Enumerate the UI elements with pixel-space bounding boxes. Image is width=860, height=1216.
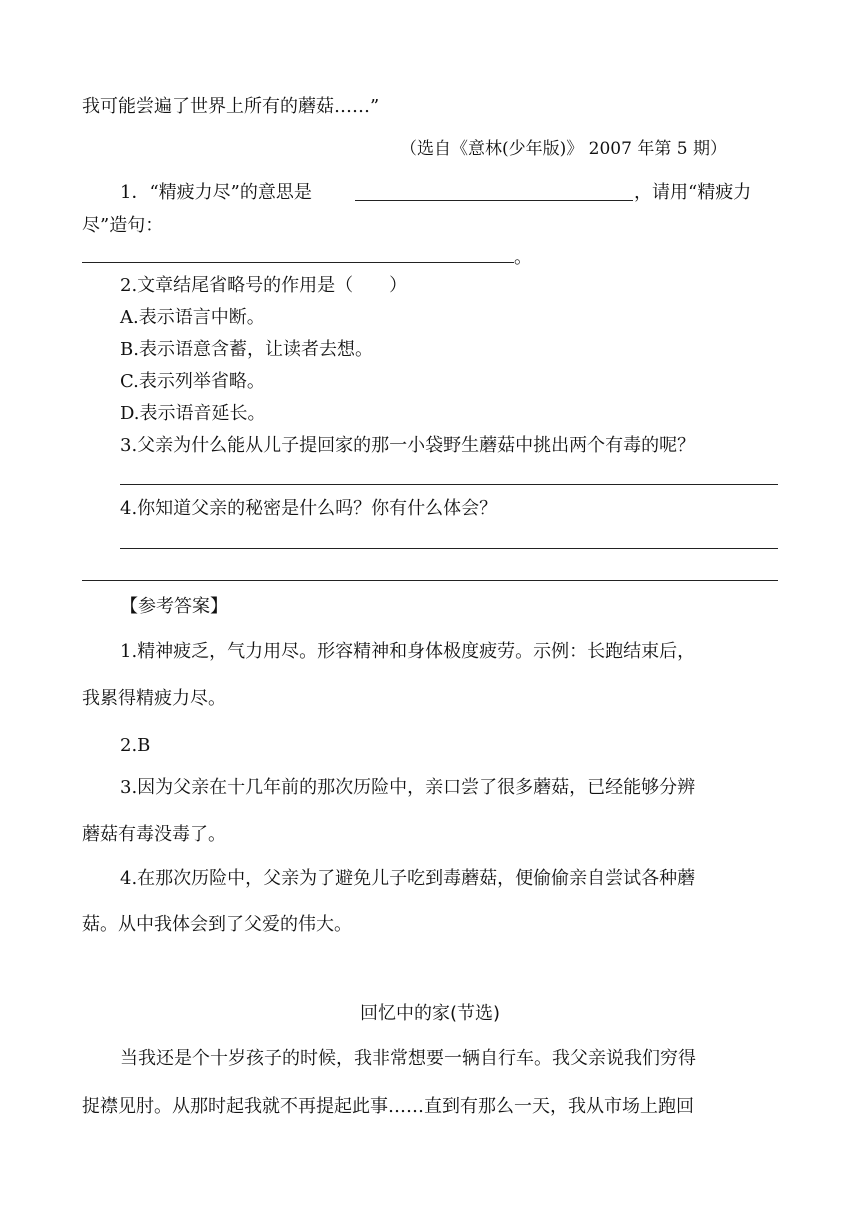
answer-1-line-2: 我累得精疲力尽。 [82,688,226,709]
question-2-option-d: D.表示语音延长。 [120,403,266,424]
passage-ending: 我可能尝遍了世界上所有的蘑菇……” [82,96,380,117]
question-2-option-b: B.表示语意含蓄，让读者去想。 [120,339,373,360]
answer-key-heading: 【参考答案】 [120,596,228,617]
answer-3-line-1: 3.因为父亲在十几年前的那次历险中，亲口尝了很多蘑菇，已经能够分辨 [120,777,696,798]
source-citation: （选自《意林(少年版)》 2007 年第 5 期） [400,139,727,159]
answer-2: 2.B [120,735,151,756]
question-2: 2.文章结尾省略号的作用是（ ） [120,275,408,296]
question-4: 4.你知道父亲的秘密是什么吗？你有什么体会？ [120,498,498,519]
question-1-prompt: 1．“精疲力尽”的意思是 [120,182,312,203]
answer-3-line-2: 蘑菇有毒没毒了。 [82,824,226,845]
answer-1-line-1: 1.精神疲乏，气力用尽。形容精神和身体极度疲劳。示例：长跑结束后， [120,641,696,662]
article-paragraph-line-2: 捉襟见肘。从那时起我就不再提起此事……直到有那么一天，我从市场上跑回 [82,1096,694,1117]
question-2-option-a: A.表示语言中断。 [120,307,265,328]
question-2-option-c: C.表示列举省略。 [120,371,265,392]
article-paragraph-line-1: 当我还是个十岁孩子的时候，我非常想要一辆自行车。我父亲说我们穷得 [120,1048,696,1069]
answer-line-3[interactable] [120,484,778,485]
answer-4-line-2: 菇。从中我体会到了父爱的伟大。 [82,914,352,935]
section-divider [82,580,778,581]
answer-blank-1-meaning[interactable] [355,200,633,201]
question-1-end-mark: 。 [514,247,532,268]
article-title: 回忆中的家(节选) [359,1003,501,1024]
question-1-prompt-cont: ，请用“精疲力 [634,182,752,203]
answer-4-line-1: 4.在那次历险中，父亲为了避免儿子吃到毒蘑菇，便偷偷亲自尝试各种蘑 [120,868,696,889]
answer-line-4[interactable] [120,548,778,549]
answer-blank-1-sentence[interactable] [82,262,514,263]
question-3: 3.父亲为什么能从儿子提回家的那一小袋野生蘑菇中挑出两个有毒的呢？ [120,435,696,456]
question-1-prompt-wrap: 尽”造句： [82,215,164,236]
